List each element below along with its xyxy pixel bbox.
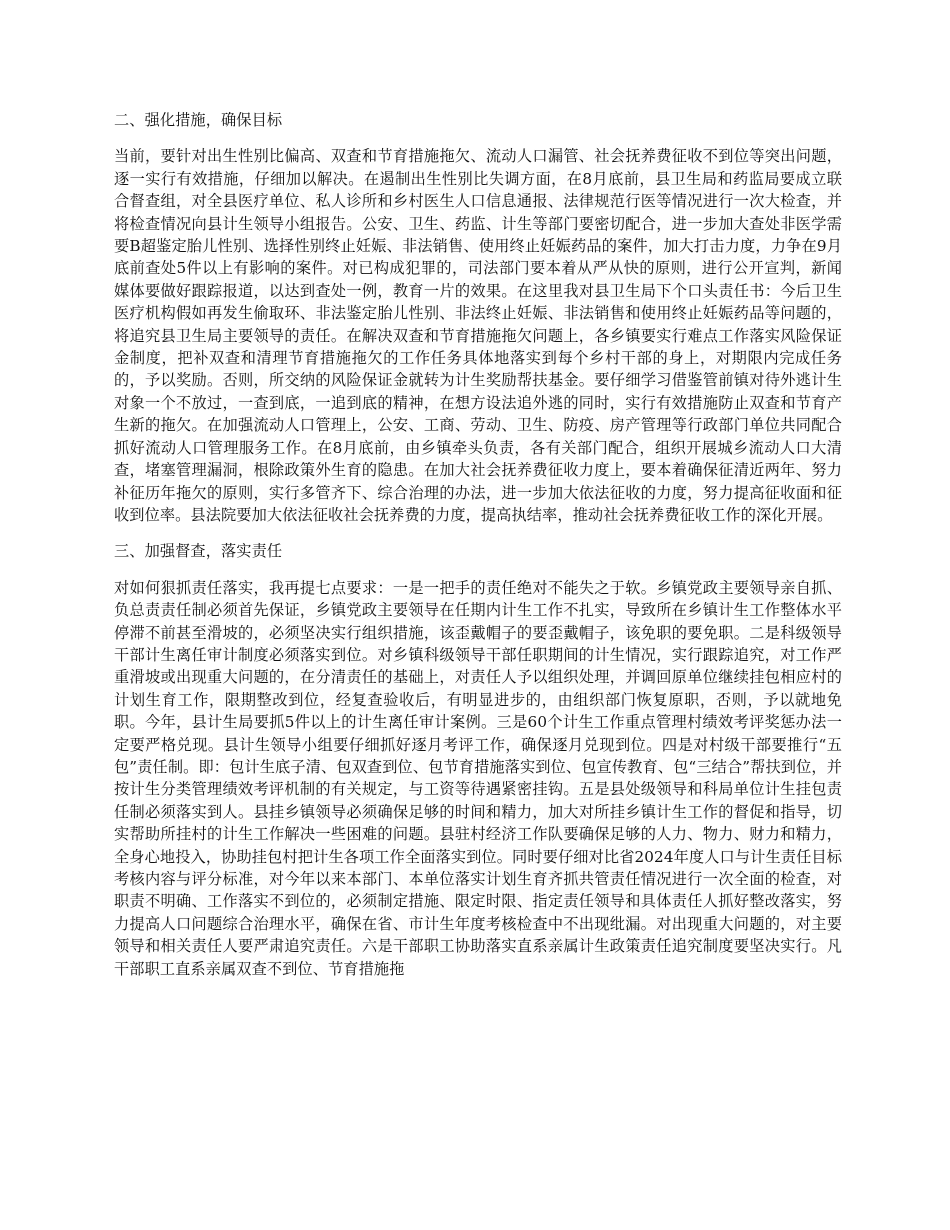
- document-page: [114, 109, 842, 994]
- section-paragraph: 对如何狠抓责任落实，我再提七点要求：一是一把手的责任绝对不能失之于软。乡镇党政主要领导亲自抓、负总责责任制必须首先保证，乡镇党政主要领导在任期内计生工作不扎实，导致所在乡镇计生工作整体水平停滞不前甚至滑坡的，必须坚决实行组织措施，该歪戴帽子的要歪戴帽子，该免职的要免职。二是科级领导干部计生离任审计制度必须落实到位。对乡镇科级领导干部任职期间的计生情况，实行跟踪追究，对工作严重滑坡或出现重大问题的，在分清责任的基础上，对责任人予以组织处理，并调回原单位继续挂包相应村的计划生育工作，限期整改到位，经复查验收后，有明显进步的，由组织部门恢复原职，否则，予以就地免职。今年，县计生局要抓5件以上的计生离任审计案例。三是60个计生工作重点管理村绩效考评奖惩办法一定要严格兑现。县计生领导小组要仔细抓好逐月考评工作，确保逐月兑现到位。四是对村级干部要推行“五包”责任制。即：包计生底子清、包双查到位、包节育措施落实到位、包宣传教育、包“三结合”帮扶到位，并按计生分类管理绩效考评机制的有关规定，与工资等待遇紧密挂钩。五是县处级领导和科局单位计生挂包责任制必须落实到人。县挂乡镇领导必须确保足够的时间和精力，加大对所挂乡镇计生工作的督促和指导，切实帮助所挂村的计生工作解决一些困难的问题。县驻村经济工作队要确保足够的人力、物力、财力和精力，全身心地投入，协助挂包村把计生各项工作全面落实到位。同时要仔细对比省2024年度人口与计生责任目标考核内容与评分标准，对今年以来本部门、本单位落实计划生育齐抓共管责任情况进行一次全面的检查，对职责不明确、工作落实不到位的，必须制定措施、限定时限、指定责任领导和具体责任人抓好整改落实，努力提高人口问题综合治理水平，确保在省、市计生年度考核检查中不出现纰漏。对出现重大问题的，对主要领导和相关责任人要严肃追究责任。六是干部职工协助落实直系亲属计生政策责任追究制度要坚决实行。凡干部职工直系亲属双查不到位、节育措施拖: [114, 578, 842, 978]
- section-heading: 三、加强督查，落实责任: [114, 542, 283, 561]
- section-strengthen-measures: [114, 109, 842, 526]
- section-supervision-responsibility: [114, 540, 842, 980]
- section-heading: 二、强化措施，确保目标: [114, 111, 283, 129]
- section-paragraph: 当前，要针对出生性别比偏高、双查和节育措施拖欠、流动人口漏管、社会抚养费征收不到位等突出问题，逐一实行有效措施，仔细加以解决。在遏制出生性别比失调方面，在8月底前，县卫生局和药监局要成立联合督查组，对全县医疗单位、私人诊所和乡村医生人口信息通报、法律规范行医等情况进行一次大检查，并将检查情况向县计生领导小组报告。公安、卫生、药监、计生等部门要密切配合，进一步加大查处非医学需要B超鉴定胎儿性别、选择性别终止妊娠、非法销售、使用终止妊娠药品的案件，加大打击力度，力争在9月底前查处5件以上有影响的案件。对已构成犯罪的，司法部门要本着从严从快的原则，进行公开宣判，新闻媒体要做好跟踪报道，以达到查处一例，教育一片的效果。在这里我对县卫生局下个口头责任书：今后卫生医疗机构假如再发生偷取环、非法鉴定胎儿性别、非法终止妊娠、非法销售和使用终止妊娠药品等问题的，将追究县卫生局主要领导的责任。在解决双查和节育措施拖欠问题上，各乡镇要实行难点工作落实风险保证金制度，把补双查和清理节育措施拖欠的工作任务具体地落实到每个乡村干部的身上，对期限内完成任务的，予以奖励。否则，所交纳的风险保证金就转为计生奖励帮扶基金。要仔细学习借鉴管前镇对待外逃计生对象一个不放过，一查到底，一追到底的精神，在想方设法追外逃的同时，实行有效措施防止双查和节育产生新的拖欠。在加强流动人口管理上，公安、工商、劳动、卫生、防疫、房产管理等行政部门单位共同配合抓好流动人口管理服务工作。在8月底前，由乡镇牵头负责，各有关部门配合，组织开展城乡流动人口大清查，堵塞管理漏洞，根除政策外生育的隐患。在加大社会抚养费征收力度上，要本着确保征清近两年、努力补征历年拖欠的原则，实行多管齐下、综合治理的办法，进一步加大依法征收的力度，努力提高征收面和征收到位率。县法院要加大依法征收社会抚养费的力度，提高执结率，推动社会抚养费征收工作的深化开展。: [114, 147, 842, 524]
